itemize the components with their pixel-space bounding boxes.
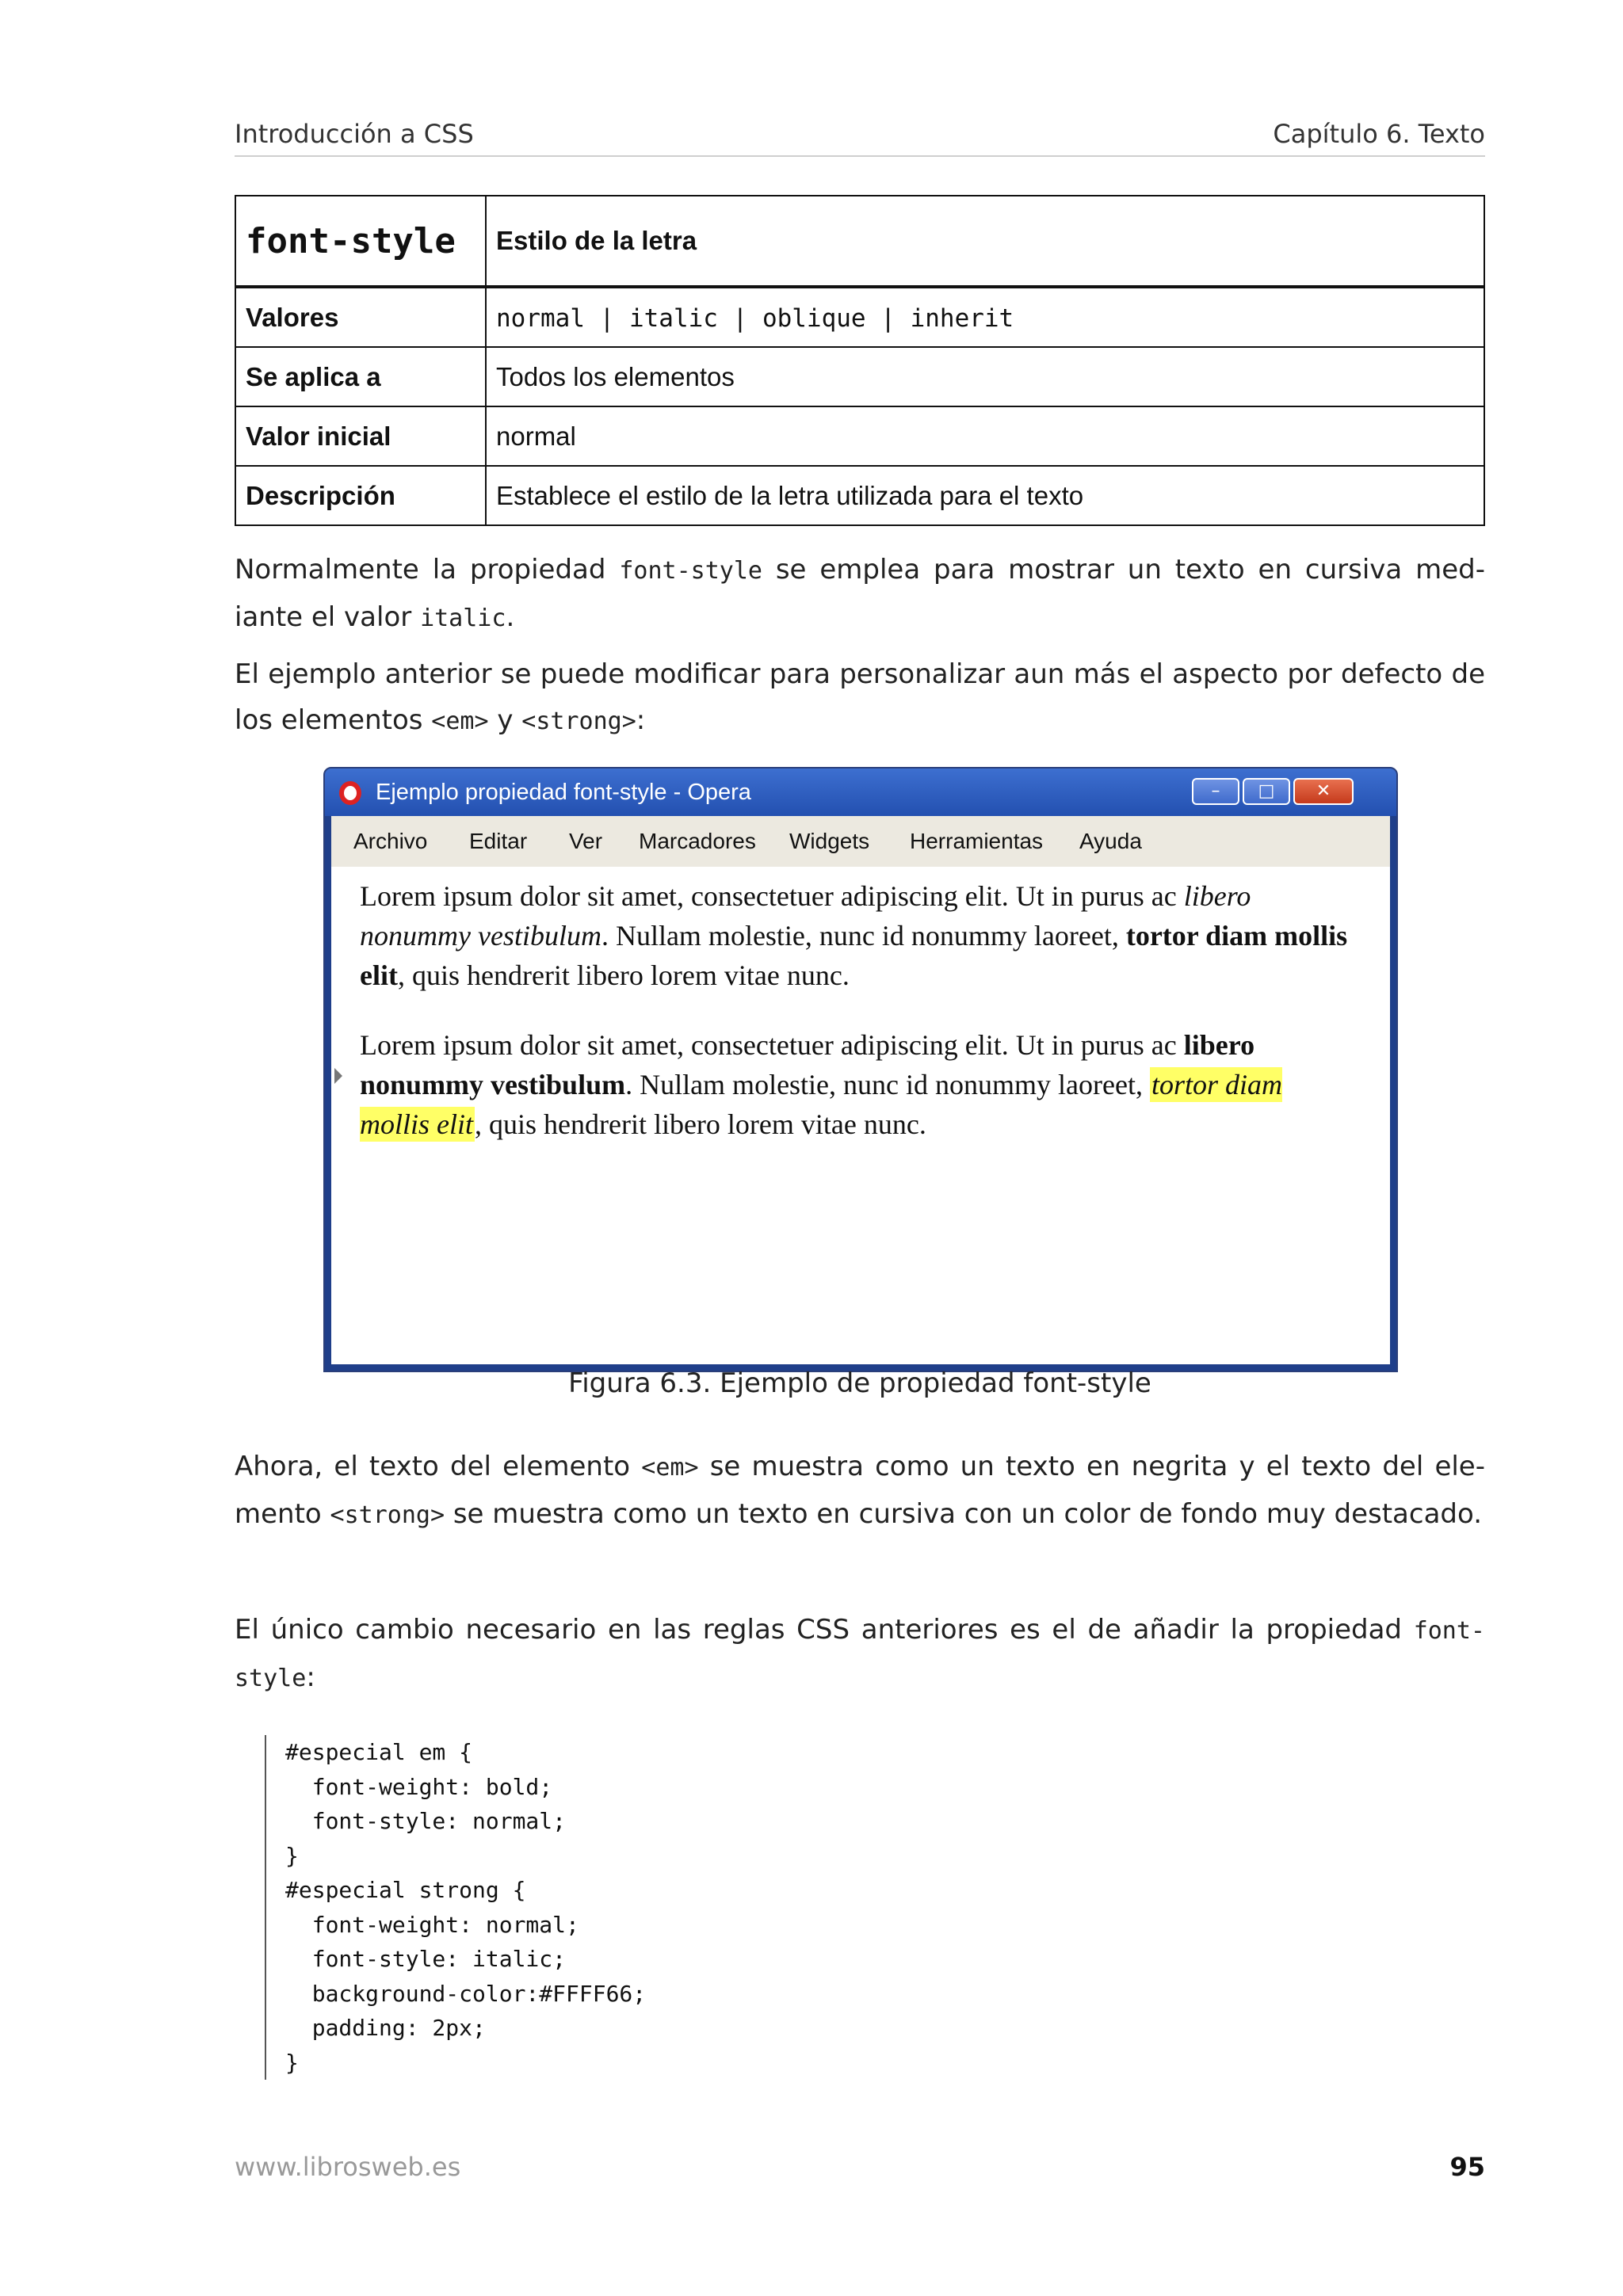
em-text: libero nonummy vestibulum [360,880,1251,952]
page-number: 95 [1449,2152,1485,2182]
header-book-title: Introducción a CSS [235,119,474,149]
text: , quis hendrerit libero lorem vitae nunc. [397,959,850,991]
menu-editar[interactable]: Editar [469,829,528,853]
em-styled-bold: libero nonummy vestibulum [360,1029,1255,1100]
text: . [506,601,515,633]
menu-ver[interactable]: Ver [569,829,603,853]
row-value-description: Establece el estilo de la letra utilizada para el texto [486,466,1484,525]
inline-code: font-style [235,1617,1485,1692]
window-title: Ejemplo propiedad font-style - Opera [376,780,751,805]
paragraph-1 [235,547,1485,642]
text: Normalmente la propiedad [235,554,620,585]
text: se muestra como un texto en cursiva con un color de fondo muy destacado. [445,1498,1482,1530]
page-viewport [331,867,1390,1364]
text: El único cambio necesario en las reglas CSS anteriores es el de añadir la propiedad [235,1614,1414,1646]
values-text: normal | italic | oblique | inherit [496,303,1014,333]
opera-logo-icon [339,781,361,805]
inline-code: italic [420,605,506,632]
code-line: #especial strong { [285,1877,526,1903]
strong-text: tortor diam mollis elit [360,920,1348,991]
code-line: font-weight: bold; [285,1773,553,1800]
inline-code: <em> [431,707,489,735]
header-chapter: Capítulo 6. Texto [1273,119,1485,149]
inline-code: <strong> [521,707,636,735]
close-button[interactable]: ✕ [1293,778,1354,805]
inline-code: <em> [641,1454,699,1482]
row-key-initial: Valor inicial [235,406,486,466]
property-title: Estilo de la letra [486,196,1484,287]
minimize-button[interactable]: – [1192,778,1239,805]
row-key-description: Descripción [235,466,486,525]
text: : [306,1661,315,1693]
text: El ejemplo anterior se puede modificar para personalizar aun más el aspecto por defecto de los elementos [235,658,1485,736]
code-line: padding: 2px; [285,2015,486,2041]
text: . Nullam molestie, nunc id nonummy laoreet, [601,920,1126,952]
code-line: font-style: normal; [285,1808,567,1834]
paragraph-2 [235,651,1485,745]
menu-widgets[interactable]: Widgets [789,829,870,853]
browser-window-figure [323,767,1398,1372]
figure-caption: Figura 6.3. Ejemplo de propiedad font-style [568,1367,1151,1399]
row-value-applies: Todos los elementos [486,347,1484,406]
row-value-values [486,287,1484,347]
row-value-initial: normal [486,406,1484,466]
footer-site-link[interactable]: www.librosweb.es [235,2152,461,2182]
code-line: } [285,2049,299,2076]
text: : [636,704,646,736]
menu-archivo[interactable]: Archivo [353,829,428,853]
maximize-button[interactable]: □ [1243,778,1290,805]
paragraph-3 [235,1444,1485,1539]
text: , quis hendrerit libero lorem vitae nunc. [475,1108,926,1140]
text: y [488,704,522,736]
menu-marcadores[interactable]: Marcadores [639,829,756,853]
text: se emplea para mostrar un texto en cursiva med-iante el valor [235,554,1486,633]
paragraph-marker-icon [334,1068,342,1084]
menu-ayuda[interactable]: Ayuda [1079,829,1142,853]
code-line: } [285,1842,299,1869]
sample-paragraph-especial [360,1025,1358,1144]
code-block [265,1735,761,2080]
inline-code: <strong> [330,1501,445,1529]
menu-herramientas[interactable]: Herramientas [910,829,1044,853]
page-header [235,119,1485,157]
property-name: font-style [246,220,456,261]
strong-styled-highlight: tortor diam mollis elit [360,1069,1282,1140]
text: Lorem ipsum dolor sit amet, consectetuer adipiscing elit. Ut in purus ac [360,880,1184,912]
row-key-values: Valores [235,287,486,347]
paragraph-4 [235,1607,1485,1702]
text: se muestra como un texto en negrita y el texto del ele-mento [235,1451,1485,1530]
title-bar [325,769,1396,816]
text: Ahora, el texto del elemento [235,1451,642,1482]
code-line: font-style: italic; [285,1946,567,1972]
text: . Nullam molestie, nunc id nonummy laoreet, [625,1069,1150,1100]
row-key-applies: Se aplica a [235,347,486,406]
sample-paragraph-default [360,876,1358,995]
inline-code: font-style [619,557,762,585]
menu-bar [331,816,1390,867]
property-name-cell [235,196,486,287]
text: Lorem ipsum dolor sit amet, consectetuer adipiscing elit. Ut in purus ac [360,1029,1184,1061]
property-table [235,195,1485,526]
code-line: font-weight: normal; [285,1911,579,1938]
code-line: background-color:#FFFF66; [285,1980,647,2007]
code-line: #especial em { [285,1739,473,1765]
